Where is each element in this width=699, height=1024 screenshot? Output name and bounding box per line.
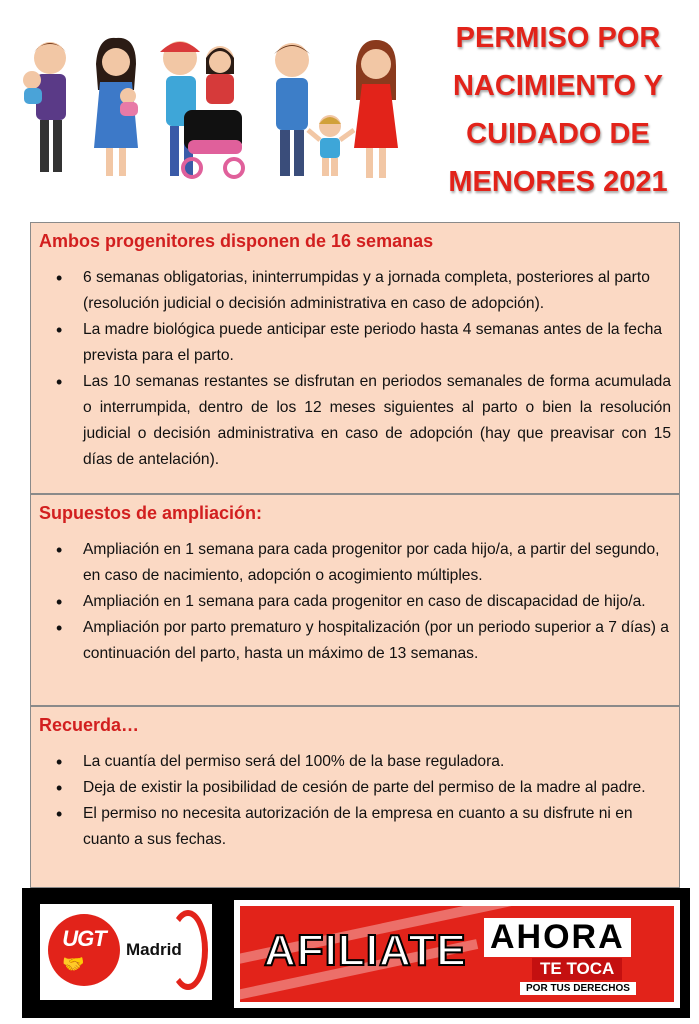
section-heading: Supuestos de ampliación: (39, 503, 263, 523)
ugt-arc-decoration (168, 910, 208, 990)
list-item: • La cuantía del permiso será del 100% de la base reguladora. (56, 749, 671, 775)
title-line: CUIDADO DE (466, 118, 650, 150)
list-item: • Ampliación en 1 semana para cada progenitor en caso de discapacidad de hijo/a. (56, 589, 671, 615)
father-with-stroller-figure (160, 41, 243, 177)
ugt-region: Madrid (126, 940, 182, 959)
bullet-list (56, 749, 671, 853)
section-heading: Ambos progenitores disponen de 16 semanas (39, 231, 434, 251)
list-item: • 6 semanas obligatorias, ininterrumpidas y a jornada completa, posteriores al parto (resolución judicial o decisión administrativa en caso de adopción). (56, 265, 671, 317)
handshake-icon: 🤝 (62, 954, 85, 974)
ugt-logo-text: UGT (62, 926, 106, 951)
banner-slogan-1: AHORA (484, 918, 631, 957)
father-with-baby-figure (23, 42, 66, 172)
woman-figure (354, 40, 398, 178)
title-line: MENORES 2021 (448, 166, 668, 198)
list-item: • La madre biológica puede anticipar este periodo hasta 4 semanas antes de la fecha prevista para el parto. (56, 317, 671, 369)
section-supuestos-ampliacion (30, 494, 680, 706)
section-heading: Recuerda… (39, 715, 140, 735)
list-item: • Ampliación en 1 semana para cada progenitor por cada hijo/a, a partir del segundo, en caso de nacimiento, adopción o acogimiento múltiples. (56, 537, 671, 589)
family-illustration (8, 30, 418, 190)
bullet-list (56, 537, 671, 667)
list-item: • Deja de existir la posibilidad de cesión de parte del permiso de la madre al padre. (56, 775, 671, 801)
afiliate-banner[interactable] (234, 900, 680, 1008)
section-ambos-progenitores (30, 222, 680, 494)
list-item: • Ampliación por parto prematuro y hospitalización (por un periodo superior a 7 días) a continuación del parto, hasta un máximo de 13 semanas. (56, 615, 671, 667)
title-line: PERMISO POR (455, 22, 661, 54)
mother-with-baby-figure (94, 38, 138, 176)
list-item: • Las 10 semanas restantes se disfrutan en periodos semanales de forma acumulada o interrumpida, dentro de los 12 meses siguientes al parto o bien la resolución judicial o decisión administrativa en caso de adopción (hay que preavisar con 15 días de antelación). (56, 369, 671, 473)
banner-main-text: AFILIATE (264, 926, 467, 975)
ugt-logo (36, 900, 216, 1004)
banner-tagline: POR TUS DERECHOS (520, 982, 636, 995)
banner-slogan-2: TE TOCA (532, 958, 622, 980)
page-title (426, 14, 690, 206)
list-item: • El permiso no necesita autorización de la empresa en cuanto a su disfrute ni en cuanto a sus fechas. (56, 801, 671, 853)
man-figure (274, 43, 310, 176)
bullet-list (56, 265, 671, 473)
section-recuerda (30, 706, 680, 888)
title-line: NACIMIENTO Y (452, 70, 663, 102)
footer (22, 888, 690, 1018)
child-figure (308, 115, 354, 176)
